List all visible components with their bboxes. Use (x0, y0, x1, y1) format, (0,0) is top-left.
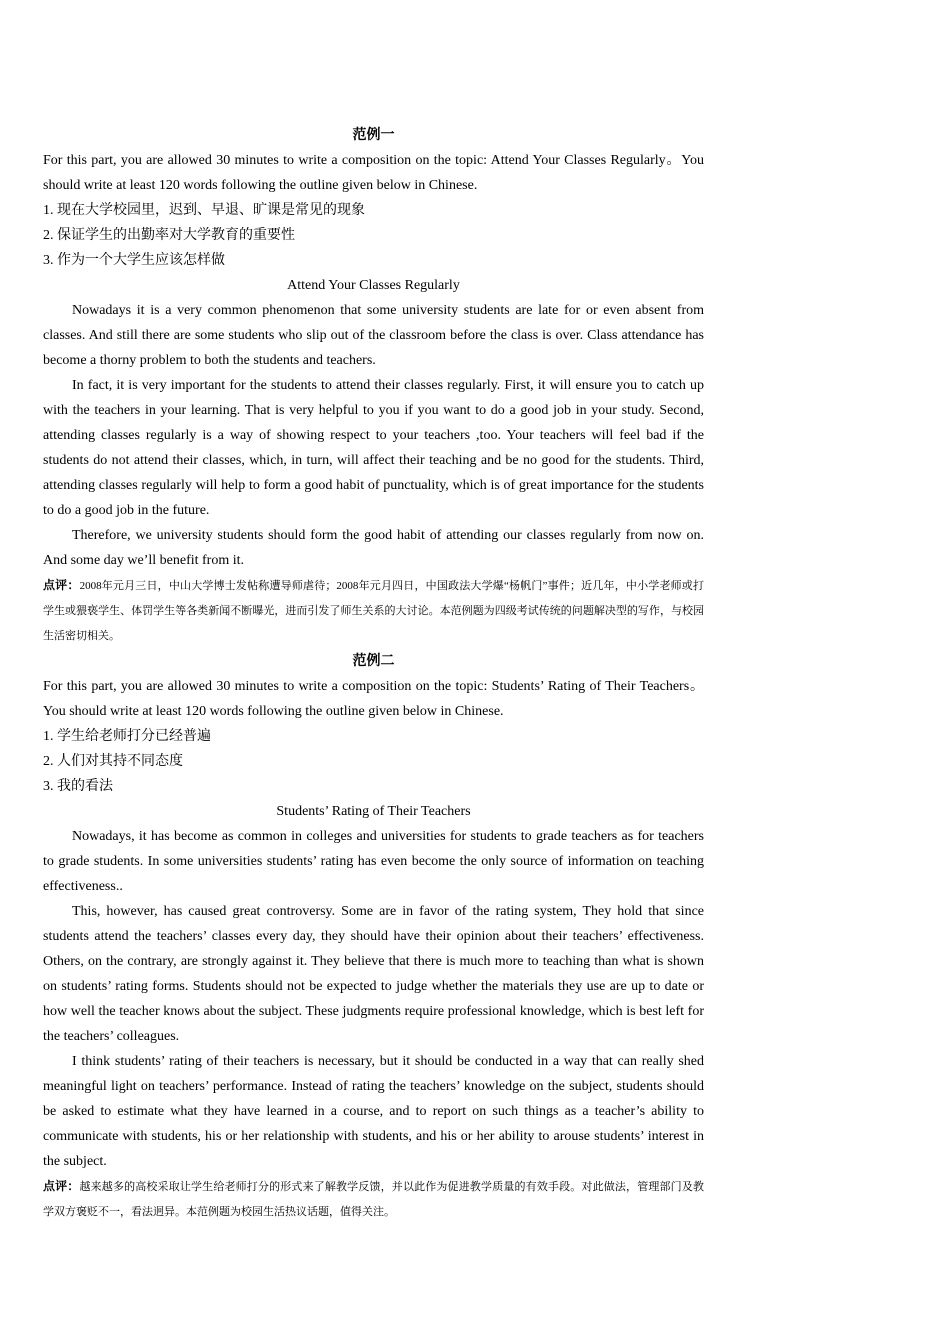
example2-paragraph-1: Nowadays, it has become as common in colleges and universities for students to grade teachers as for teachers to grade students. In some universities students’ rating has even become the only source of information on teaching effectiveness.. (43, 829, 704, 894)
example2-prompt: For this part, you are allowed 30 minutes to write a composition on the topic: Students’ Rating of Their Teachers。You should write at least 120 words following the outline given below in Chinese. (43, 679, 704, 719)
example1-outline-item-3: 3. 作为一个大学生应该怎样做 (43, 253, 225, 268)
example1-comment (43, 573, 704, 649)
example2-paragraph-2: This, however, has caused great controversy. Some are in favor of the rating system, They hold that since students attend the teachers’ classes every day, they should have their opinion about their teachers’ effectiveness. Others, on the contrary, are strongly against it. They believe that there is much more to teaching than what is shown on students’ rating forms. Students should not be expected to judge whether the materials they use are up to date or how well the teacher knows about the subject. These judgments require professional knowledge, which is best left for the teachers’ colleagues. (43, 904, 704, 1044)
example1-comment-text: 2008年元月三日，中山大学博士发帖称遭导师虐待；2008年元月四日，中国政法大学爆“杨帆门”事件；近几年，中小学老师或打学生或猥亵学生、体罚学生等各类新闻不断曝光，进而引发了师生关系的大讨论。本范例题为四级考试传统的问题解决型的写作，与校园生活密切相关。 (43, 580, 704, 642)
example1-outline-item-1: 1. 现在大学校园里，迟到、早退、旷课是常见的现象 (43, 203, 365, 218)
example1-paragraph-3: Therefore, we university students should form the good habit of attending our classes regularly from now on. And some day we’ll benefit from it. (43, 528, 704, 568)
example1-paragraph-2: In fact, it is very important for the students to attend their classes regularly. First, it will ensure you to catch up with the teachers in your learning. That is very helpful to you if you want to do a good job in your study. Second, attending classes regularly is a way of showing respect to your teachers ,too. Your teachers will feel bad if the students do not attend their classes, which, in turn, will affect their teaching and be no good for the students. Third, attending classes regularly will help to form a good habit of punctuality, which is of great importance for the students to do a good job in the future. (43, 378, 704, 518)
example2-outline-item-3: 3. 我的看法 (43, 779, 113, 794)
example1-prompt: For this part, you are allowed 30 minutes to write a composition on the topic: Attend Your Classes Regularly。You should write at least 120 words following the outline given below in Chinese. (43, 153, 704, 193)
example2-comment (43, 1174, 704, 1225)
example2-essay-title: Students’ Rating of Their Teachers (276, 804, 471, 819)
example2-comment-label: 点评： (43, 1179, 80, 1193)
example2-comment-text: 越来越多的高校采取让学生给老师打分的形式来了解教学反馈，并以此作为促进教学质量的有效手段。对此做法，管理部门及教学双方褒贬不一，看法迥异。本范例题为校园生活热议话题，值得关注。 (43, 1181, 704, 1218)
example1-outline-item-2: 2. 保证学生的出勤率对大学教育的重要性 (43, 228, 295, 243)
example2-paragraph-3: I think students’ rating of their teachers is necessary, but it should be conducted in a way that can really shed meaningful light on teachers’ performance. Instead of rating the teachers’ knowledge on the subject, students should be asked to estimate what they have learned in a course, and to report on such things as a teacher’s ability to communicate with students, his or her relationship with students, and his or her ability to arouse students’ interest in the subject. (43, 1054, 704, 1169)
example1-essay-title: Attend Your Classes Regularly (287, 278, 460, 293)
document-page (43, 123, 704, 1225)
example1-comment-label: 点评： (43, 578, 80, 592)
example1-paragraph-1: Nowadays it is a very common phenomenon that some university students are late for or even absent from classes. And still there are some students who slip out of the classroom before the class is over. Class attendance has become a thorny problem to both the students and teachers. (43, 303, 704, 368)
example1-heading: 范例一 (352, 128, 395, 143)
example2-outline-item-1: 1. 学生给老师打分已经普遍 (43, 729, 211, 744)
example2-outline-item-2: 2. 人们对其持不同态度 (43, 754, 183, 769)
example2-heading: 范例二 (352, 654, 395, 669)
